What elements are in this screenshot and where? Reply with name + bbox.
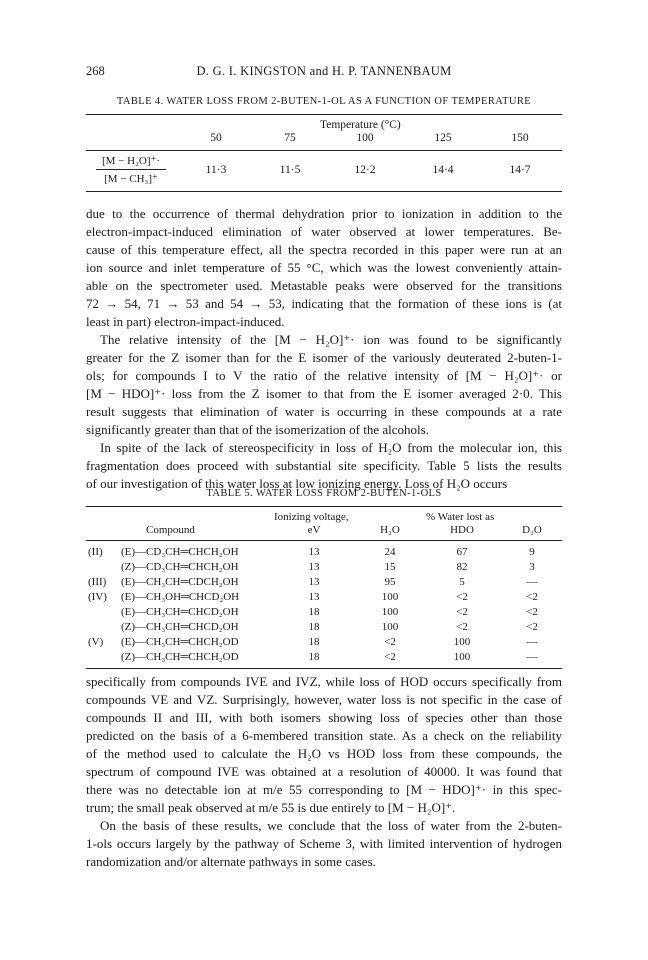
text-line: trum; the small peak observed at m/e 55 is due entirely to [M − H₂O]⁺. [86, 800, 456, 815]
table4-bottom-rule [86, 191, 562, 192]
running-title: D. G. I. KINGSTON and H. P. TANNENBAUM [196, 64, 452, 78]
ionizing-voltage: 13 [308, 546, 320, 558]
text-line: there was no detectable ion at m/e 55 corresponding to [M − HDO]⁺· in this spec- [86, 782, 562, 797]
text-line: able on the spectrometer used. Metastable peaks were observed for the transitions [86, 278, 562, 293]
compound-formula: (E)—CH₃OH═CHCD₂OH [121, 591, 240, 603]
text-line: [M − HDO]⁺· loss from the Z isomer to that from the E isomer averaged 2·0. This [86, 386, 562, 401]
compound-formula: (Z)—CH₃CH═CHCH₂OD [121, 651, 239, 663]
text-line: randomization and/or alternate pathways in some cases. [86, 854, 376, 869]
text-line: of the method used to calculate the H₂O vs HOD loss from these compounds, the [86, 746, 562, 761]
d2o-value: 3 [529, 561, 535, 573]
text-line: 1-ols occurs largely by the pathway of Scheme 3, with limited intervention of hydrogen [86, 836, 562, 851]
hdo-value: 82 [456, 561, 468, 573]
running-header [86, 64, 562, 80]
h2o-value: 100 [381, 606, 399, 618]
hdo-value: <2 [456, 621, 468, 633]
compound-formula: (E)—CH₃CH═CHCH₂OD [121, 636, 239, 648]
hdo-value: 5 [459, 576, 465, 588]
ionizing-voltage: 18 [308, 636, 320, 648]
h2o-value: 95 [384, 576, 396, 588]
text-line: due to the occurrence of thermal dehydration prior to ionization in addition to the [86, 206, 562, 221]
h2o-value: 100 [381, 621, 399, 633]
ionizing-voltage: 13 [308, 576, 320, 588]
hdo-value: <2 [456, 606, 468, 618]
text-line: The relative intensity of the [M − H₂O]⁺· ion was found to be significantly [100, 332, 562, 347]
body-paragraph [86, 673, 562, 817]
text-line: ols; for compounds I to V the ratio of the relative intensity of [M − H₂O]⁺· or [86, 368, 562, 383]
d2o-value: <2 [526, 621, 538, 633]
hdo-value: 100 [453, 636, 471, 648]
table4-top-rule [86, 114, 562, 115]
table5-header-rule [86, 540, 562, 541]
table4-temp-header: 100 [356, 132, 374, 144]
table4-temp-header: 50 [210, 132, 222, 144]
text-line: of our investigation of this water loss at low ionizing energy. Loss of H₂O occurs [86, 476, 508, 491]
text-line: significantly greater than that of the isomerization of the alcohols. [86, 422, 429, 437]
table4-temp-header: 125 [434, 132, 452, 144]
table4-value: 11·3 [205, 164, 227, 176]
table5-header-water-lost: % Water lost as [426, 511, 495, 523]
compound-number: (V) [88, 636, 104, 648]
table4-header-rule [86, 150, 562, 151]
table5-caption: TABLE 5. WATER LOSS FROM 2-BUTEN-1-OLS [206, 488, 442, 499]
h2o-value: 15 [384, 561, 396, 573]
h2o-value: 24 [384, 546, 396, 558]
text-line: result suggests that elimination of water is occurring in these compounds at a rate [86, 404, 562, 419]
compound-formula: (E)—CH₃CH═CHCD₂OH [121, 606, 239, 618]
table4-caption: TABLE 4. WATER LOSS FROM 2-BUTEN-1-OL AS A FUNCTION OF TEMPERATURE [116, 96, 532, 107]
table5-header-h2o: H₂O [380, 524, 400, 536]
ionizing-voltage: 18 [308, 606, 320, 618]
h2o-value: <2 [384, 636, 396, 648]
table4-value: 14·4 [432, 164, 454, 176]
table5-header-voltage: Ionizing voltage, [274, 511, 349, 523]
compound-formula: (Z)—CH₃CH═CHCD₂OH [121, 621, 239, 633]
d2o-value: <2 [526, 606, 538, 618]
text-line: spectrum of compound IVE was obtained at a resolution of 40000. It was found that [86, 764, 562, 779]
h2o-value: <2 [384, 651, 396, 663]
table5-header-voltage-unit: eV [307, 524, 321, 536]
text-line: compounds VE and VZ. Surprisingly, however, water loss is not specific in the case of [86, 692, 562, 707]
body-paragraph [86, 205, 562, 331]
text-line: On the basis of these results, we conclude that the loss of water from the 2-buten- [100, 818, 562, 833]
d2o-value: — [526, 576, 538, 588]
text-line: ion source and inlet temperature of 55 °C, which was the lowest conveniently attain- [86, 260, 562, 275]
text-line: specifically from compounds IVE and IVZ, while loss of HOD occurs specifically from [86, 674, 562, 689]
text-line: cause of this temperature effect, all the spectra recorded in this paper were run at an [86, 242, 562, 257]
text-line: greater for the Z isomer than for the E isomer of the variously deuterated 2-buten-1- [86, 350, 562, 365]
text-line: compounds II and III, with both isomers showing loss of species other than those [86, 710, 562, 725]
table5-top-rule [86, 506, 562, 507]
hdo-value: 67 [456, 546, 468, 558]
d2o-value: — [526, 651, 538, 663]
text-line: electron-impact-induced elimination of water observed at lower temperatures. Be- [86, 224, 562, 239]
table5-header-d2o: D₂O [522, 524, 542, 536]
compound-number: (III) [88, 576, 107, 588]
table5-header-hdo: HDO [450, 524, 474, 536]
body-paragraph [86, 331, 562, 439]
ionizing-voltage: 18 [308, 621, 320, 633]
table4-row-label [96, 154, 166, 185]
table4-temp-header: 150 [511, 132, 529, 144]
ionizing-voltage: 13 [308, 561, 320, 573]
body-paragraph [86, 817, 562, 871]
body-paragraph [86, 439, 562, 493]
table4-temp-header: 75 [284, 132, 296, 144]
text-line: fragmentation does proceed with substantial site specificity. Table 5 lists the results [86, 458, 562, 473]
d2o-value: 9 [529, 546, 535, 558]
hdo-value: 100 [453, 651, 471, 663]
ratio-numerator: [M − H₂O]⁺· [96, 154, 166, 170]
table5-bottom-rule [86, 668, 562, 669]
text-line: least in part) electron-impact-induced. [86, 314, 285, 329]
page-number: 268 [86, 64, 105, 78]
ionizing-voltage: 13 [308, 591, 320, 603]
table4-value: 14·7 [509, 164, 531, 176]
text-line: In spite of the lack of stereospecificity in loss of H₂O from the molecular ion, this [100, 440, 562, 455]
h2o-value: 100 [381, 591, 399, 603]
d2o-value: <2 [526, 591, 538, 603]
table4-value: 12·2 [354, 164, 376, 176]
ionizing-voltage: 18 [308, 651, 320, 663]
compound-number: (II) [88, 546, 103, 558]
compound-formula: (Z)—CD₃CH═CHCH₂OH [121, 561, 239, 573]
compound-formula: (E)—CD₃CH═CHCH₂OH [121, 546, 239, 558]
table4-group-header: Temperature (°C) [320, 119, 401, 131]
d2o-value: — [526, 636, 538, 648]
text-line: 72 → 54, 71 → 53 and 54 → 53, indicating that the formation of these ions is (at [86, 296, 562, 311]
table5-header-compound: Compound [146, 524, 195, 536]
compound-formula: (E)—CH₃CH═CDCH₂OH [121, 576, 239, 588]
hdo-value: <2 [456, 591, 468, 603]
table4-value: 11·5 [279, 164, 301, 176]
ratio-denominator: [M − CH₃]⁺ [104, 173, 158, 185]
compound-number: (IV) [88, 591, 107, 603]
text-line: predicted on the basis of a 6-membered transition state. As a check on the reliability [86, 728, 562, 743]
